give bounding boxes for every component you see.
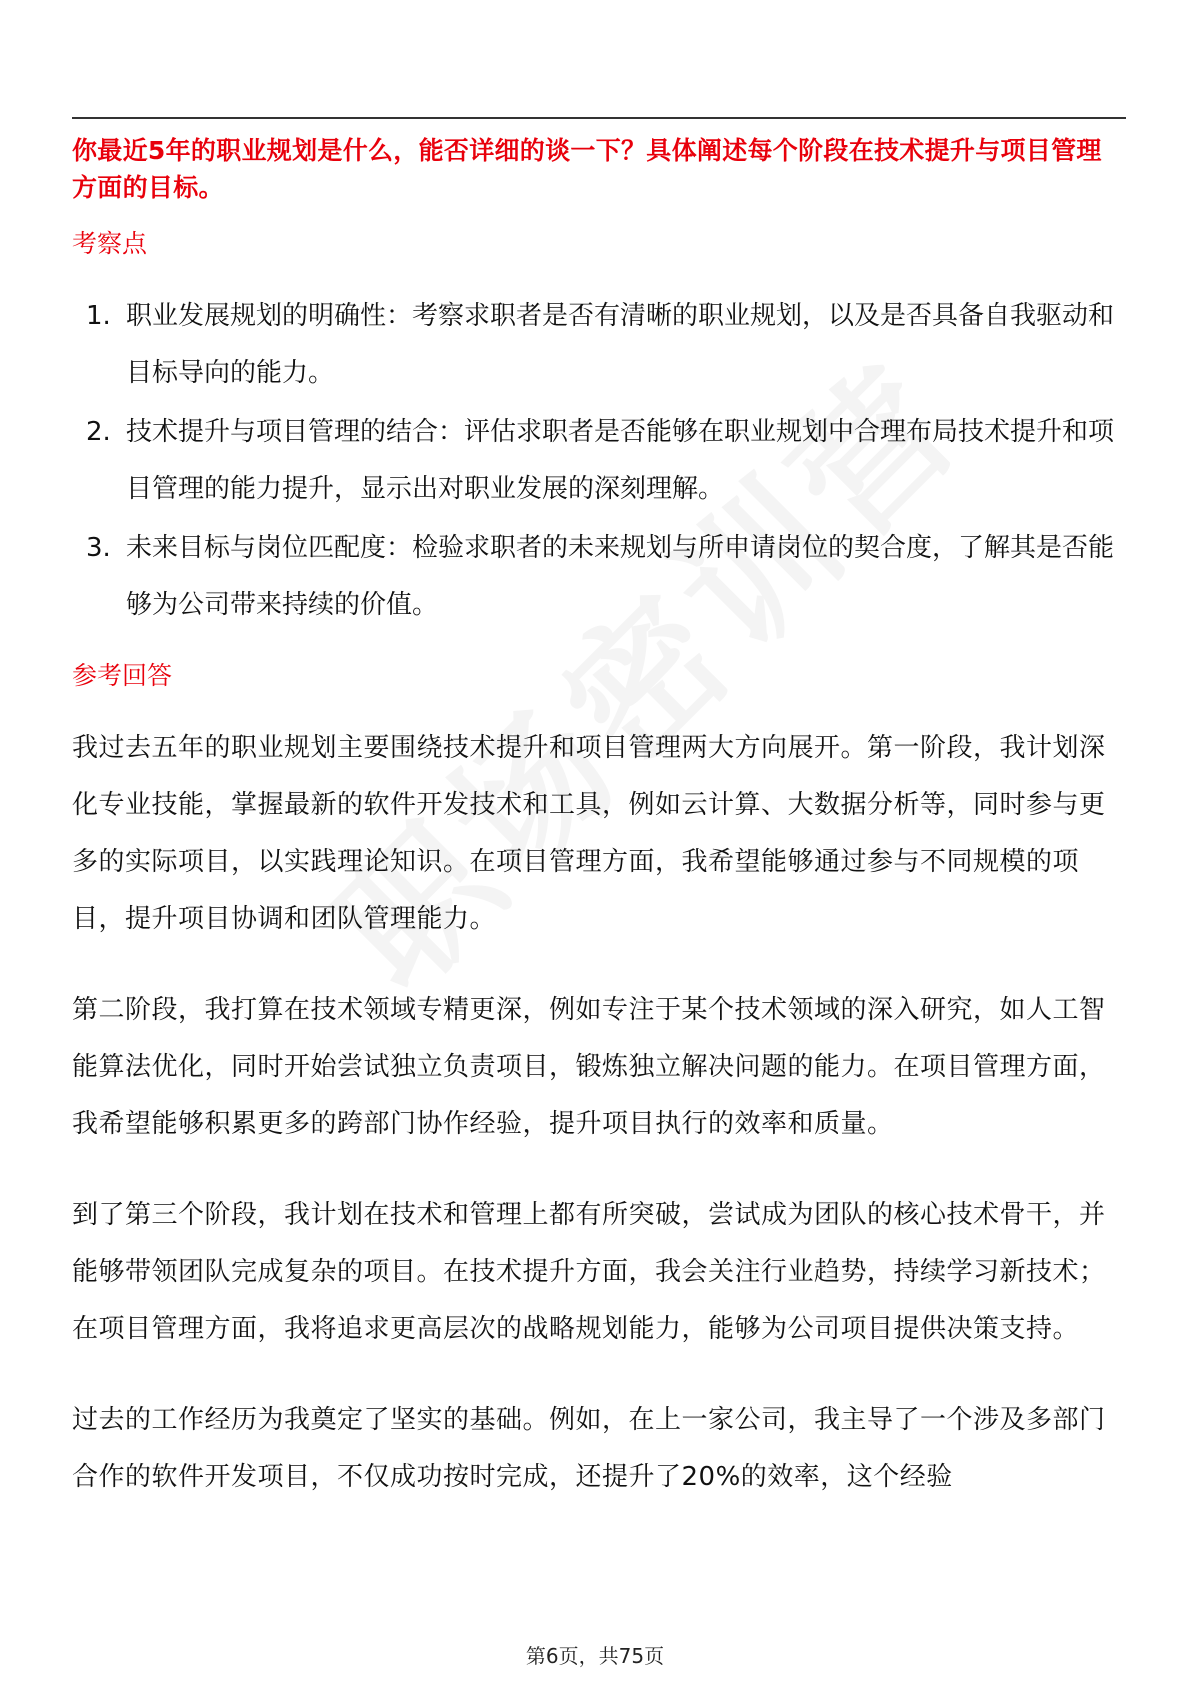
exam-points-heading: 考察点 [72,229,148,258]
answer-paragraph: 到了第三个阶段，我计划在技术和管理上都有所突破，尝试成为团队的核心技术骨干，并能够带领团队完成复杂的项目。在技术提升方面，我会关注行业趋势，持续学习新技术；在项目管理方面，我将追求更高层次的战略规划能力，能够为公司项目提供决策支持。 [72,1200,1106,1344]
list-item-number: 2. [86,417,111,447]
list-item [72,404,1126,518]
answer-paragraph: 过去的工作经历为我奠定了坚实的基础。例如，在上一家公司，我主导了一个涉及多部门合作的软件开发项目，不仅成功按时完成，还提升了20%的效率，这个经验 [72,1405,1106,1492]
exam-points-list [72,288,1126,634]
list-item-text: 未来目标与岗位匹配度：检验求职者的未来规划与所申请岗位的契合度，了解其是否能够为公司带来持续的价值。 [126,533,1115,620]
list-item-number: 1. [86,301,111,331]
reference-answer-heading: 参考回答 [72,661,173,690]
top-divider [72,117,1126,119]
reference-answer-body [72,720,1126,1506]
list-item-text: 技术提升与项目管理的结合：评估求职者是否能够在职业规划中合理布局技术提升和项目管理的能力提升，显示出对职业发展的深刻理解。 [126,417,1115,504]
list-item [72,520,1126,634]
list-item-number: 3. [86,533,111,563]
list-item [72,288,1126,402]
list-item-text: 职业发展规划的明确性：考察求职者是否有清晰的职业规划，以及是否具备自我驱动和目标导向的能力。 [126,301,1115,388]
answer-paragraph: 第二阶段，我打算在技术领域专精更深，例如专注于某个技术领域的深入研究，如人工智能算法优化，同时开始尝试独立负责项目，锻炼独立解决问题的能力。在项目管理方面，我希望能够积累更多的跨部门协作经验，提升项目执行的效率和质量。 [72,995,1106,1139]
question-title: 你最近5年的职业规划是什么，能否详细的谈一下？具体阐述每个阶段在技术提升与项目管理方面的目标。 [72,136,1102,202]
page-content [72,132,1126,1506]
page-number: 第6页，共75页 [525,1644,665,1668]
answer-paragraph: 我过去五年的职业规划主要围绕技术提升和项目管理两大方向展开。第一阶段，我计划深化专业技能，掌握最新的软件开发技术和工具，例如云计算、大数据分析等，同时参与更多的实际项目，以实践理论知识。在项目管理方面，我希望能够通过参与不同规模的项目，提升项目协调和团队管理能力。 [72,733,1106,934]
